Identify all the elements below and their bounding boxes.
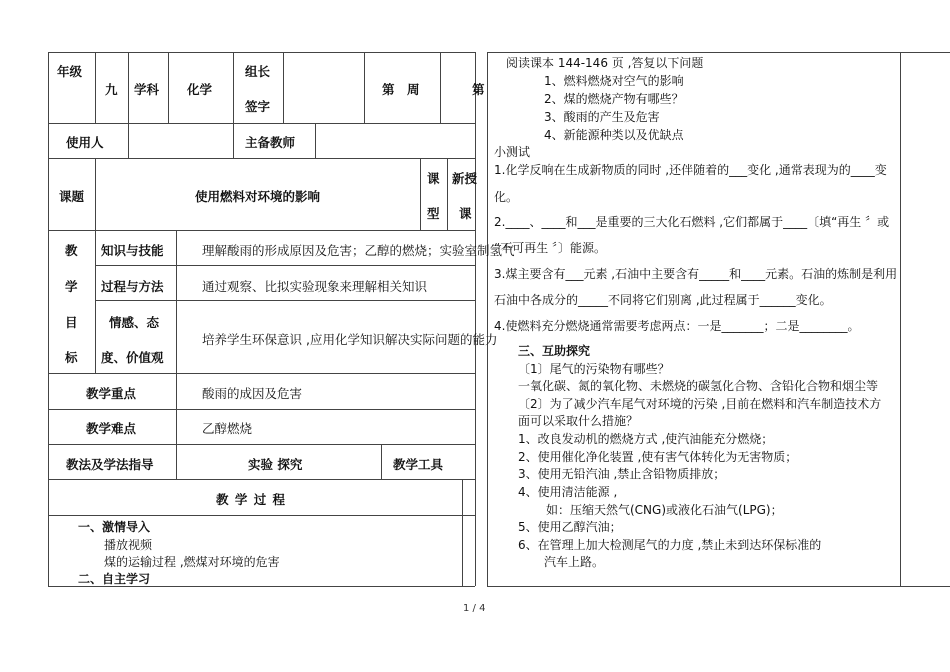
lesson-type-label-2: 型 — [427, 206, 440, 221]
method-label: 教法及学法指导 — [66, 457, 154, 472]
process-title: 教 学 过 程 — [216, 492, 287, 507]
question-item: 3、酸雨的产生及危害 — [544, 110, 660, 124]
question-item: 4、新能源种类以及优缺点 — [544, 128, 684, 142]
quiz-line: 石油中各成分的_____不同将它们别离 ,此过程属于______变化。 — [494, 293, 832, 307]
difficulty-value: 乙醇燃烧 — [202, 421, 253, 436]
collab-question-2-line-1: 〔2〕为了减少汽车尾气对环境的污染 ,目前在燃料和汽车制造技术方 — [518, 397, 882, 411]
tools-label: 教学工具 — [393, 457, 444, 472]
section-3-title: 三、互助探究 — [518, 344, 591, 358]
difficulty-label: 教学难点 — [86, 421, 137, 436]
quiz-line: 化。 — [494, 190, 519, 204]
goals-label-3: 目 — [65, 315, 78, 330]
page-number: 1 / 4 — [463, 603, 486, 614]
measure-item: 5、使用乙醇汽油； — [518, 520, 622, 534]
user-label: 使用人 — [66, 135, 104, 150]
quiz-line: 3.煤主要含有___元素 ,石油中主要含有_____和____元素。石油的炼制是利用 — [494, 267, 898, 281]
question-item: 1、燃料燃烧对空气的影响 — [544, 74, 684, 88]
grade-label: 年级 — [57, 64, 83, 79]
process-section-1-title: 一、激情导入 — [78, 520, 151, 534]
question-item: 2、煤的燃烧产物有哪些？ — [544, 92, 684, 106]
goal-attitude-label-2: 度、价值观 — [101, 350, 164, 365]
lesson-type-value-2: 课 — [459, 206, 472, 221]
quiz-line: 1.化学反响在生成新物质的同时 ,还伴随着的___变化 ,通常表现为的____变 — [494, 163, 887, 177]
process-section-2-title: 二、自主学习 — [78, 572, 151, 586]
goals-label-4: 标 — [65, 350, 78, 365]
main-teacher-label: 主备教师 — [245, 135, 296, 150]
subject-label: 学科 — [134, 82, 160, 97]
measure-item-sub: 如：压缩天然气(CNG)或液化石油气(LPG)； — [546, 503, 783, 517]
period-label: 第 — [472, 82, 485, 97]
sign-label: 签字 — [245, 99, 271, 114]
quiz-title: 小测试 — [494, 145, 531, 159]
goal-attitude-text: 培养学生环保意识 ,应用化学知识解决实际问题的能力 — [202, 332, 498, 347]
collab-question-1: 〔1〕尾气的污染物有哪些？ — [518, 362, 670, 376]
topic-value: 使用燃料对环境的影响 — [195, 189, 321, 204]
measure-item: 2、使用催化净化装置 ,使有害气体转化为无害物质； — [518, 450, 798, 464]
goals-label-1: 教 — [65, 243, 78, 258]
measure-item: 3、使用无铅汽油 ,禁止含铅物质排放； — [518, 467, 726, 481]
quiz-line: 4.使燃料充分燃烧通常需要考虑两点：一是_______；二是________。 — [494, 319, 860, 333]
quiz-line: 2.____、____和___是重要的三大化石燃料 ,它们都属于____〔填“再生 〞或 — [494, 215, 890, 229]
goal-process-label: 过程与方法 — [101, 279, 164, 294]
grade-value: 九 — [105, 82, 118, 97]
collab-question-2-line-2: 面可以采取什么措施？ — [518, 414, 639, 428]
topic-label: 课题 — [59, 189, 85, 204]
measure-item-sub: 汽车上路。 — [544, 555, 605, 569]
measure-item: 4、使用清洁能源 , — [518, 485, 618, 499]
quiz-line: “不可再生 〞〕能源。 — [494, 241, 607, 255]
method-value: 实验 探究 — [248, 457, 303, 472]
goal-process-text: 通过观察、比拟实验现象来理解相关知识 — [202, 279, 428, 294]
lesson-type-label-1: 课 — [427, 171, 440, 186]
key-point-label: 教学重点 — [86, 386, 137, 401]
leader-label: 组长 — [245, 64, 271, 79]
process-section-1-line-2: 煤的运输过程 ,燃煤对环境的危害 — [104, 555, 280, 569]
goal-knowledge-text: 理解酸雨的形成原因及危害；乙醇的燃烧；实验室制氢气 — [202, 243, 515, 258]
lesson-type-value-1: 新授 — [452, 171, 478, 186]
goal-attitude-label-1: 情感、态 — [109, 315, 160, 330]
goal-knowledge-label: 知识与技能 — [101, 243, 164, 258]
measure-item: 1、改良发动机的燃烧方式 ,使汽油能充分燃烧； — [518, 432, 774, 446]
subject-value: 化学 — [187, 82, 213, 97]
goals-label-2: 学 — [65, 279, 78, 294]
measure-item: 6、在管理上加大检测尾气的力度 ,禁止未到达环保标准的 — [518, 538, 822, 552]
collab-answer-1: 一氧化碳、氮的氧化物、未燃烧的碳氢化合物、含铅化合物和烟尘等 — [518, 379, 879, 393]
reading-intro: 阅读课本 144-146 页 ,答复以下问题 — [506, 56, 704, 70]
key-point-value: 酸雨的成因及危害 — [202, 386, 303, 401]
process-section-1-line-1: 播放视频 — [104, 538, 153, 552]
week-label: 第 周 — [382, 82, 420, 97]
